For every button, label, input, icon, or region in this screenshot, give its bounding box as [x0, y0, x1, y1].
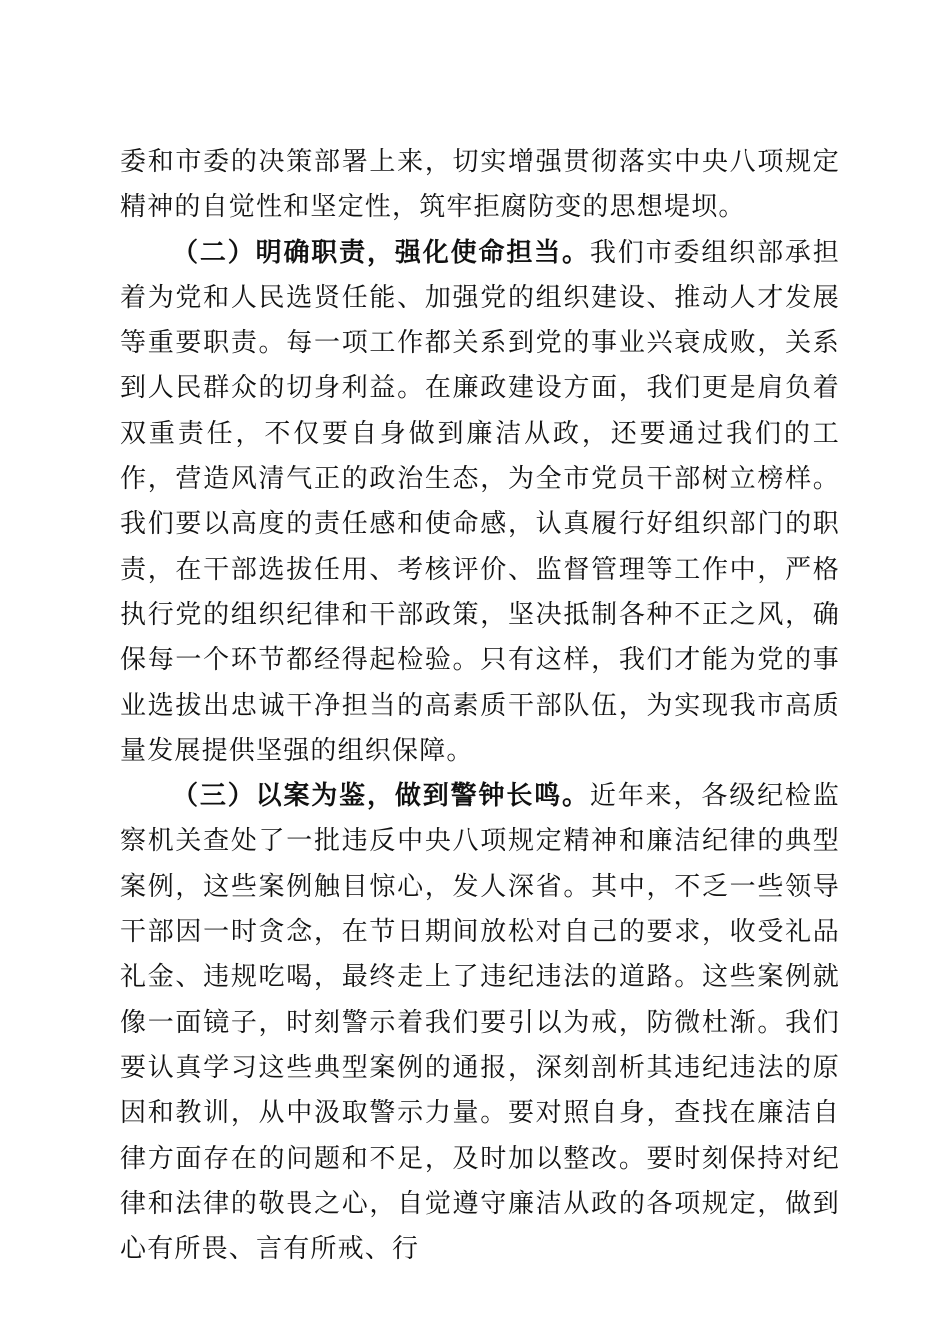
paragraph-continuation: [120, 140, 840, 231]
section-heading: （二）明确职责，强化使命担当。: [172, 237, 590, 268]
paragraph-section-3: [120, 774, 840, 1272]
paragraph-text: 我们市委组织部承担着为党和人民选贤任能、加强党的组织建设、推动人才发展等重要职责。每一项工作都关系到党的事业兴衰成败，关系到人民群众的切身利益。在廉政建设方面，我们更是肩负着双重责任，不仅要自身做到廉洁从政，还要通过我们的工作，营造风清气正的政治生态，为全市党员干部树立榜样。我们要以高度的责任感和使命感，认真履行好组织部门的职责，在干部选拔任用、考核评价、监督管理等工作中，严格执行党的组织纪律和干部政策，坚决抵制各种不正之风，确保每一个环节都经得起检验。只有这样，我们才能为党的事业选拔出忠诚干净担当的高素质干部队伍，为实现我市高质量发展提供坚强的组织保障。: [120, 237, 840, 766]
document-body: [120, 140, 840, 1272]
section-heading: （三）以案为鉴，做到警钟长鸣。: [172, 781, 590, 812]
paragraph-section-2: [120, 231, 840, 775]
paragraph-text: 委和市委的决策部署上来，切实增强贯彻落实中央八项规定精神的自觉性和坚定性，筑牢拒腐防变的思想堤坝。: [120, 147, 840, 223]
paragraph-text: 近年来，各级纪检监察机关查处了一批违反中央八项规定精神和廉洁纪律的典型案例，这些案例触目惊心，发人深省。其中，不乏一些领导干部因一时贪念，在节日期间放松对自己的要求，收受礼品礼金、违规吃喝，最终走上了违纪违法的道路。这些案例就像一面镜子，时刻警示着我们要引以为戒，防微杜渐。我们要认真学习这些典型案例的通报，深刻剖析其违纪违法的原因和教训，从中汲取警示力量。要对照自身，查找在廉洁自律方面存在的问题和不足，及时加以整改。要时刻保持对纪律和法律的敬畏之心，自觉遵守廉洁从政的各项规定，做到心有所畏、言有所戒、行: [120, 781, 840, 1265]
